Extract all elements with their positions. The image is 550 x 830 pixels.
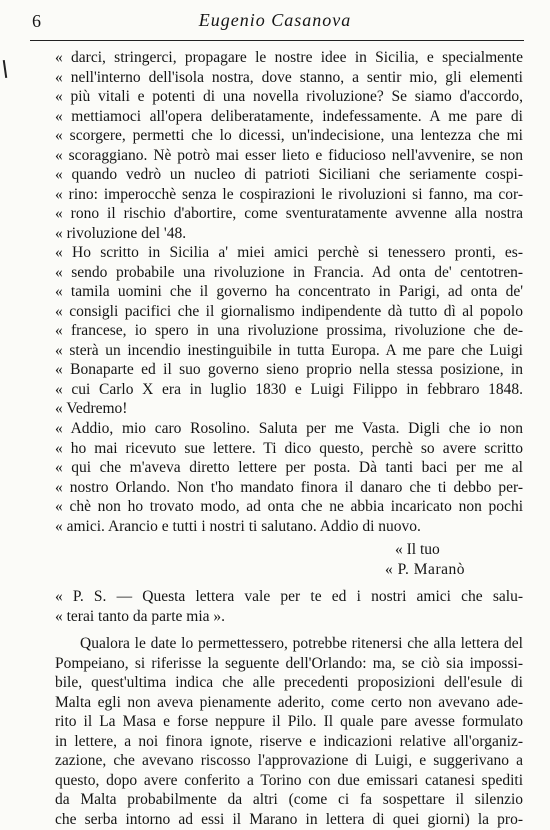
text-line: « Vedremo! bbox=[55, 400, 128, 417]
text-line: « sterà un incendio inestinguibile in tutta Europa. A me pare che Luigi bbox=[55, 342, 523, 359]
text-line: « P. S. — Questa lettera vale per te ed i nostri amici che salu- bbox=[55, 588, 523, 605]
text-line: in lettere, a noi finora ignote, riserve e indicazioni relative all'organiz- bbox=[55, 733, 523, 750]
text-line: da Malta probabilmente da altri (come ci fa sospettare il silenzio bbox=[55, 791, 523, 808]
text-line: « cui Carlo X era in luglio 1830 e Luigi Filippo in febbraro 1848. bbox=[55, 381, 523, 398]
text-line: « terai tanto da parte mia ». bbox=[55, 608, 226, 625]
signature-closing: « Il tuo bbox=[395, 541, 440, 558]
text-line: « quando vedrò un nucleo di patrioti Siciliani che seriamente cospi- bbox=[55, 166, 523, 183]
text-line: questo, dopo avere conferito a Torino con due emissari catanesi spediti bbox=[55, 772, 523, 789]
text-line: « scorgere, permetti che lo dicessi, un'indecisione, una lentezza che mi bbox=[55, 127, 523, 144]
signature-name: « P. Maranò bbox=[385, 561, 465, 578]
text-line: « rono il rischio d'abortire, come sventuratamente avvenne alla nostra bbox=[55, 205, 523, 222]
text-line: « rivoluzione del '48. bbox=[55, 225, 187, 242]
text-line: « francese, io spero in una rivoluzione prossima, rivoluzione che de- bbox=[55, 322, 523, 339]
text-line: « Ho scritto in Sicilia a' miei amici perchè si tenessero pronti, es- bbox=[55, 244, 523, 261]
text-line: « qui che m'aveva diretto lettere per posta. Dà tanti baci per me al bbox=[55, 459, 523, 476]
text-line: « darci, stringerci, propagare le nostre idee in Sicilia, e specialmente bbox=[55, 49, 523, 66]
text-line: « sendo probabile una rivoluzione in Francia. Ad onta de' centotren- bbox=[55, 264, 523, 281]
text-line: « nostro Orlando. Non t'ho mandato finora il danaro che ti debbo per- bbox=[55, 479, 523, 496]
text-line: bile, quest'ultima indica che alle precedenti proposizioni dell'esule di bbox=[55, 674, 523, 691]
page-number: 6 bbox=[32, 11, 41, 31]
text-line: Pompeiano, si riferisse la seguente dell'Orlando: ma, se ciò sia impossi- bbox=[55, 655, 523, 672]
text-line: « Bonaparte ed il suo governo sieno proprio nella stessa posizione, in bbox=[55, 361, 523, 378]
text-line: zazione, che avevano riscosso l'approvazione di Luigi, e suggerivano a bbox=[55, 752, 523, 769]
text-line: rito il La Masa e forse neppure il Pilo. Il quale pare avesse formulato bbox=[55, 713, 523, 730]
header-rule bbox=[30, 40, 524, 41]
text-line: « chè non ho trovato modo, ad onta che ne abbia incaricato non pochi bbox=[55, 498, 523, 515]
text-line: Qualora le date lo permettessero, potrebbe ritenersi che alla lettera del bbox=[80, 635, 523, 652]
text-line: « scoraggiano. Nè potrò mai esser lieto e fiducioso nell'avvenire, se non bbox=[55, 147, 523, 164]
text-line: « amici. Arancio e tutti i nostri ti salutano. Addio di nuovo. bbox=[55, 518, 421, 535]
text-line: « nell'interno dell'isola nostra, dove stanno, a sentir mio, gli elementi bbox=[55, 69, 523, 86]
page-header bbox=[0, 0, 550, 46]
running-title: Eugenio Casanova bbox=[198, 10, 352, 30]
text-line: « consigli pacifici che il giornalismo indipendente dà tutto dì al popolo bbox=[55, 303, 523, 320]
margin-mark bbox=[3, 60, 7, 78]
text-line: Malta egli non aveva pienamente aderito, come certo non avevano ade- bbox=[55, 694, 523, 711]
text-line: « Addio, mio caro Rosolino. Saluta per me Vasta. Digli che io non bbox=[55, 420, 523, 437]
text-line: che serba intorno ad essi il Marano in lettera di quei giorni) la pro- bbox=[55, 811, 523, 828]
text-line: « rino: imperocchè senza le cospirazioni le rivoluzioni si fanno, ma cor- bbox=[55, 186, 523, 203]
text-line: « ho mai ricevuto sue lettere. Ti dico questo, perchè so avere scritto bbox=[55, 440, 523, 457]
text-line: « tamila uomini che il governo ha concentrato in Parigi, ad onta de' bbox=[55, 283, 523, 300]
text-line: « più vitali e potenti di una novella rivoluzione? Se siamo d'accordo, bbox=[55, 88, 523, 105]
text-line: « mettiamoci all'opera deliberatamente, indefessamente. A me pare di bbox=[55, 108, 523, 125]
